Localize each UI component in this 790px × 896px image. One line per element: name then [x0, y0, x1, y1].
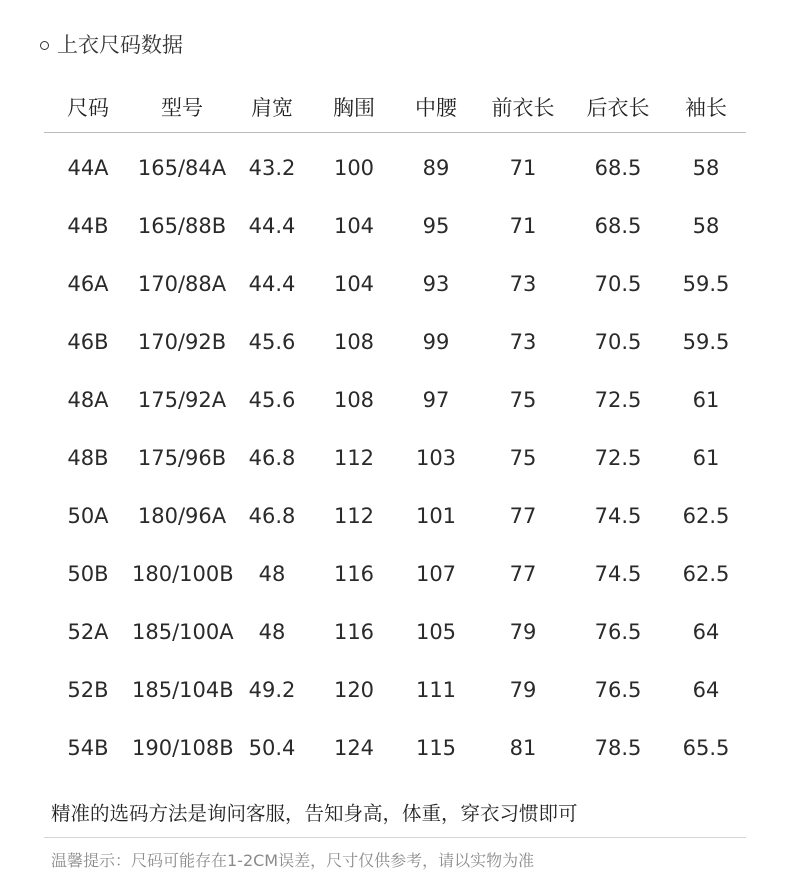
section-title [40, 28, 183, 60]
cell-size: 52B [67, 678, 109, 702]
cell-chest: 116 [333, 562, 375, 586]
cell-sleeve: 62.5 [682, 562, 730, 586]
cell-shoulder: 44.4 [248, 214, 296, 238]
cell-waist: 93 [422, 272, 450, 296]
cell-model: 180/100B [132, 562, 234, 586]
cell-back-length: 70.5 [594, 330, 642, 354]
cell-waist: 111 [415, 678, 457, 702]
cell-waist: 107 [415, 562, 457, 586]
cell-shoulder: 48 [258, 562, 286, 586]
cell-chest: 116 [333, 620, 375, 644]
header-waist: 中腰 [396, 82, 476, 133]
divider [44, 837, 746, 838]
cell-waist: 105 [415, 620, 457, 644]
cell-front-length: 73 [509, 272, 537, 296]
table-row [44, 255, 746, 313]
cell-model: 170/88A [137, 272, 227, 296]
cell-model: 190/108B [132, 736, 234, 760]
cell-shoulder: 50.4 [248, 736, 296, 760]
cell-chest: 124 [333, 736, 375, 760]
section-title-text: 上衣尺码数据 [57, 33, 183, 57]
cell-back-length: 76.5 [594, 678, 642, 702]
table-header-row [44, 82, 746, 133]
cell-chest: 112 [333, 504, 375, 528]
cell-sleeve: 64 [692, 620, 720, 644]
cell-model: 175/92A [137, 388, 227, 412]
cell-front-length: 81 [509, 736, 537, 760]
cell-back-length: 76.5 [594, 620, 642, 644]
cell-chest: 100 [333, 156, 375, 180]
cell-waist: 101 [415, 504, 457, 528]
header-sleeve: 袖长 [666, 82, 746, 133]
cell-waist: 103 [415, 446, 457, 470]
cell-sleeve: 65.5 [682, 736, 730, 760]
cell-front-length: 77 [509, 504, 537, 528]
cell-back-length: 74.5 [594, 504, 642, 528]
cell-front-length: 75 [509, 388, 537, 412]
cell-chest: 108 [333, 330, 375, 354]
cell-back-length: 68.5 [594, 214, 642, 238]
cell-sleeve: 58 [692, 156, 720, 180]
cell-model: 165/88B [137, 214, 227, 238]
cell-sleeve: 62.5 [682, 504, 730, 528]
cell-shoulder: 43.2 [248, 156, 296, 180]
table-row [44, 197, 746, 255]
cell-waist: 89 [422, 156, 450, 180]
cell-size: 54B [67, 736, 109, 760]
cell-size: 50B [67, 562, 109, 586]
table-row [44, 603, 746, 661]
cell-size: 46B [67, 330, 109, 354]
cell-sleeve: 59.5 [682, 330, 730, 354]
size-disclaimer: 温馨提示：尺码可能存在1-2CM误差，尺寸仅供参考，请以实物为准 [51, 850, 535, 870]
cell-shoulder: 46.8 [248, 504, 296, 528]
cell-sleeve: 61 [692, 446, 720, 470]
cell-chest: 104 [333, 214, 375, 238]
cell-back-length: 74.5 [594, 562, 642, 586]
cell-model: 165/84A [137, 156, 227, 180]
header-shoulder: 肩宽 [232, 82, 312, 133]
cell-size: 52A [67, 620, 109, 644]
bullet-circle-icon [40, 41, 49, 50]
cell-size: 48A [67, 388, 109, 412]
cell-front-length: 73 [509, 330, 537, 354]
header-model: 型号 [132, 82, 232, 133]
cell-chest: 112 [333, 446, 375, 470]
cell-front-length: 75 [509, 446, 537, 470]
cell-back-length: 78.5 [594, 736, 642, 760]
header-front-length: 前衣长 [476, 82, 570, 133]
cell-shoulder: 49.2 [248, 678, 296, 702]
table-row [44, 313, 746, 371]
fitting-advice: 精准的选码方法是询问客服，告知身高，体重，穿衣习惯即可 [51, 802, 578, 825]
cell-size: 50A [67, 504, 109, 528]
size-table [44, 82, 746, 777]
header-back-length: 后衣长 [570, 82, 666, 133]
cell-sleeve: 58 [692, 214, 720, 238]
cell-back-length: 68.5 [594, 156, 642, 180]
table-row [44, 545, 746, 603]
cell-model: 185/104B [132, 678, 234, 702]
table-row [44, 661, 746, 719]
cell-waist: 115 [415, 736, 457, 760]
cell-size: 44A [67, 156, 109, 180]
cell-model: 170/92B [137, 330, 227, 354]
cell-front-length: 71 [509, 156, 537, 180]
cell-size: 44B [67, 214, 109, 238]
cell-front-length: 79 [509, 678, 537, 702]
cell-chest: 120 [333, 678, 375, 702]
cell-chest: 104 [333, 272, 375, 296]
cell-waist: 99 [422, 330, 450, 354]
cell-model: 180/96A [137, 504, 227, 528]
cell-size: 48B [67, 446, 109, 470]
cell-chest: 108 [333, 388, 375, 412]
cell-back-length: 70.5 [594, 272, 642, 296]
cell-shoulder: 46.8 [248, 446, 296, 470]
table-row [44, 371, 746, 429]
cell-sleeve: 59.5 [682, 272, 730, 296]
cell-model: 175/96B [137, 446, 227, 470]
cell-sleeve: 64 [692, 678, 720, 702]
cell-front-length: 79 [509, 620, 537, 644]
cell-back-length: 72.5 [594, 446, 642, 470]
table-row [44, 487, 746, 545]
cell-waist: 95 [422, 214, 450, 238]
header-size: 尺码 [44, 82, 132, 133]
cell-size: 46A [67, 272, 109, 296]
table-row [44, 719, 746, 777]
cell-shoulder: 48 [258, 620, 286, 644]
cell-waist: 97 [422, 388, 450, 412]
header-chest: 胸围 [312, 82, 396, 133]
cell-model: 185/100A [132, 620, 234, 644]
cell-sleeve: 61 [692, 388, 720, 412]
table-row [44, 133, 746, 198]
cell-back-length: 72.5 [594, 388, 642, 412]
cell-shoulder: 45.6 [248, 388, 296, 412]
cell-front-length: 71 [509, 214, 537, 238]
table-row [44, 429, 746, 487]
cell-shoulder: 45.6 [248, 330, 296, 354]
cell-front-length: 77 [509, 562, 537, 586]
cell-shoulder: 44.4 [248, 272, 296, 296]
